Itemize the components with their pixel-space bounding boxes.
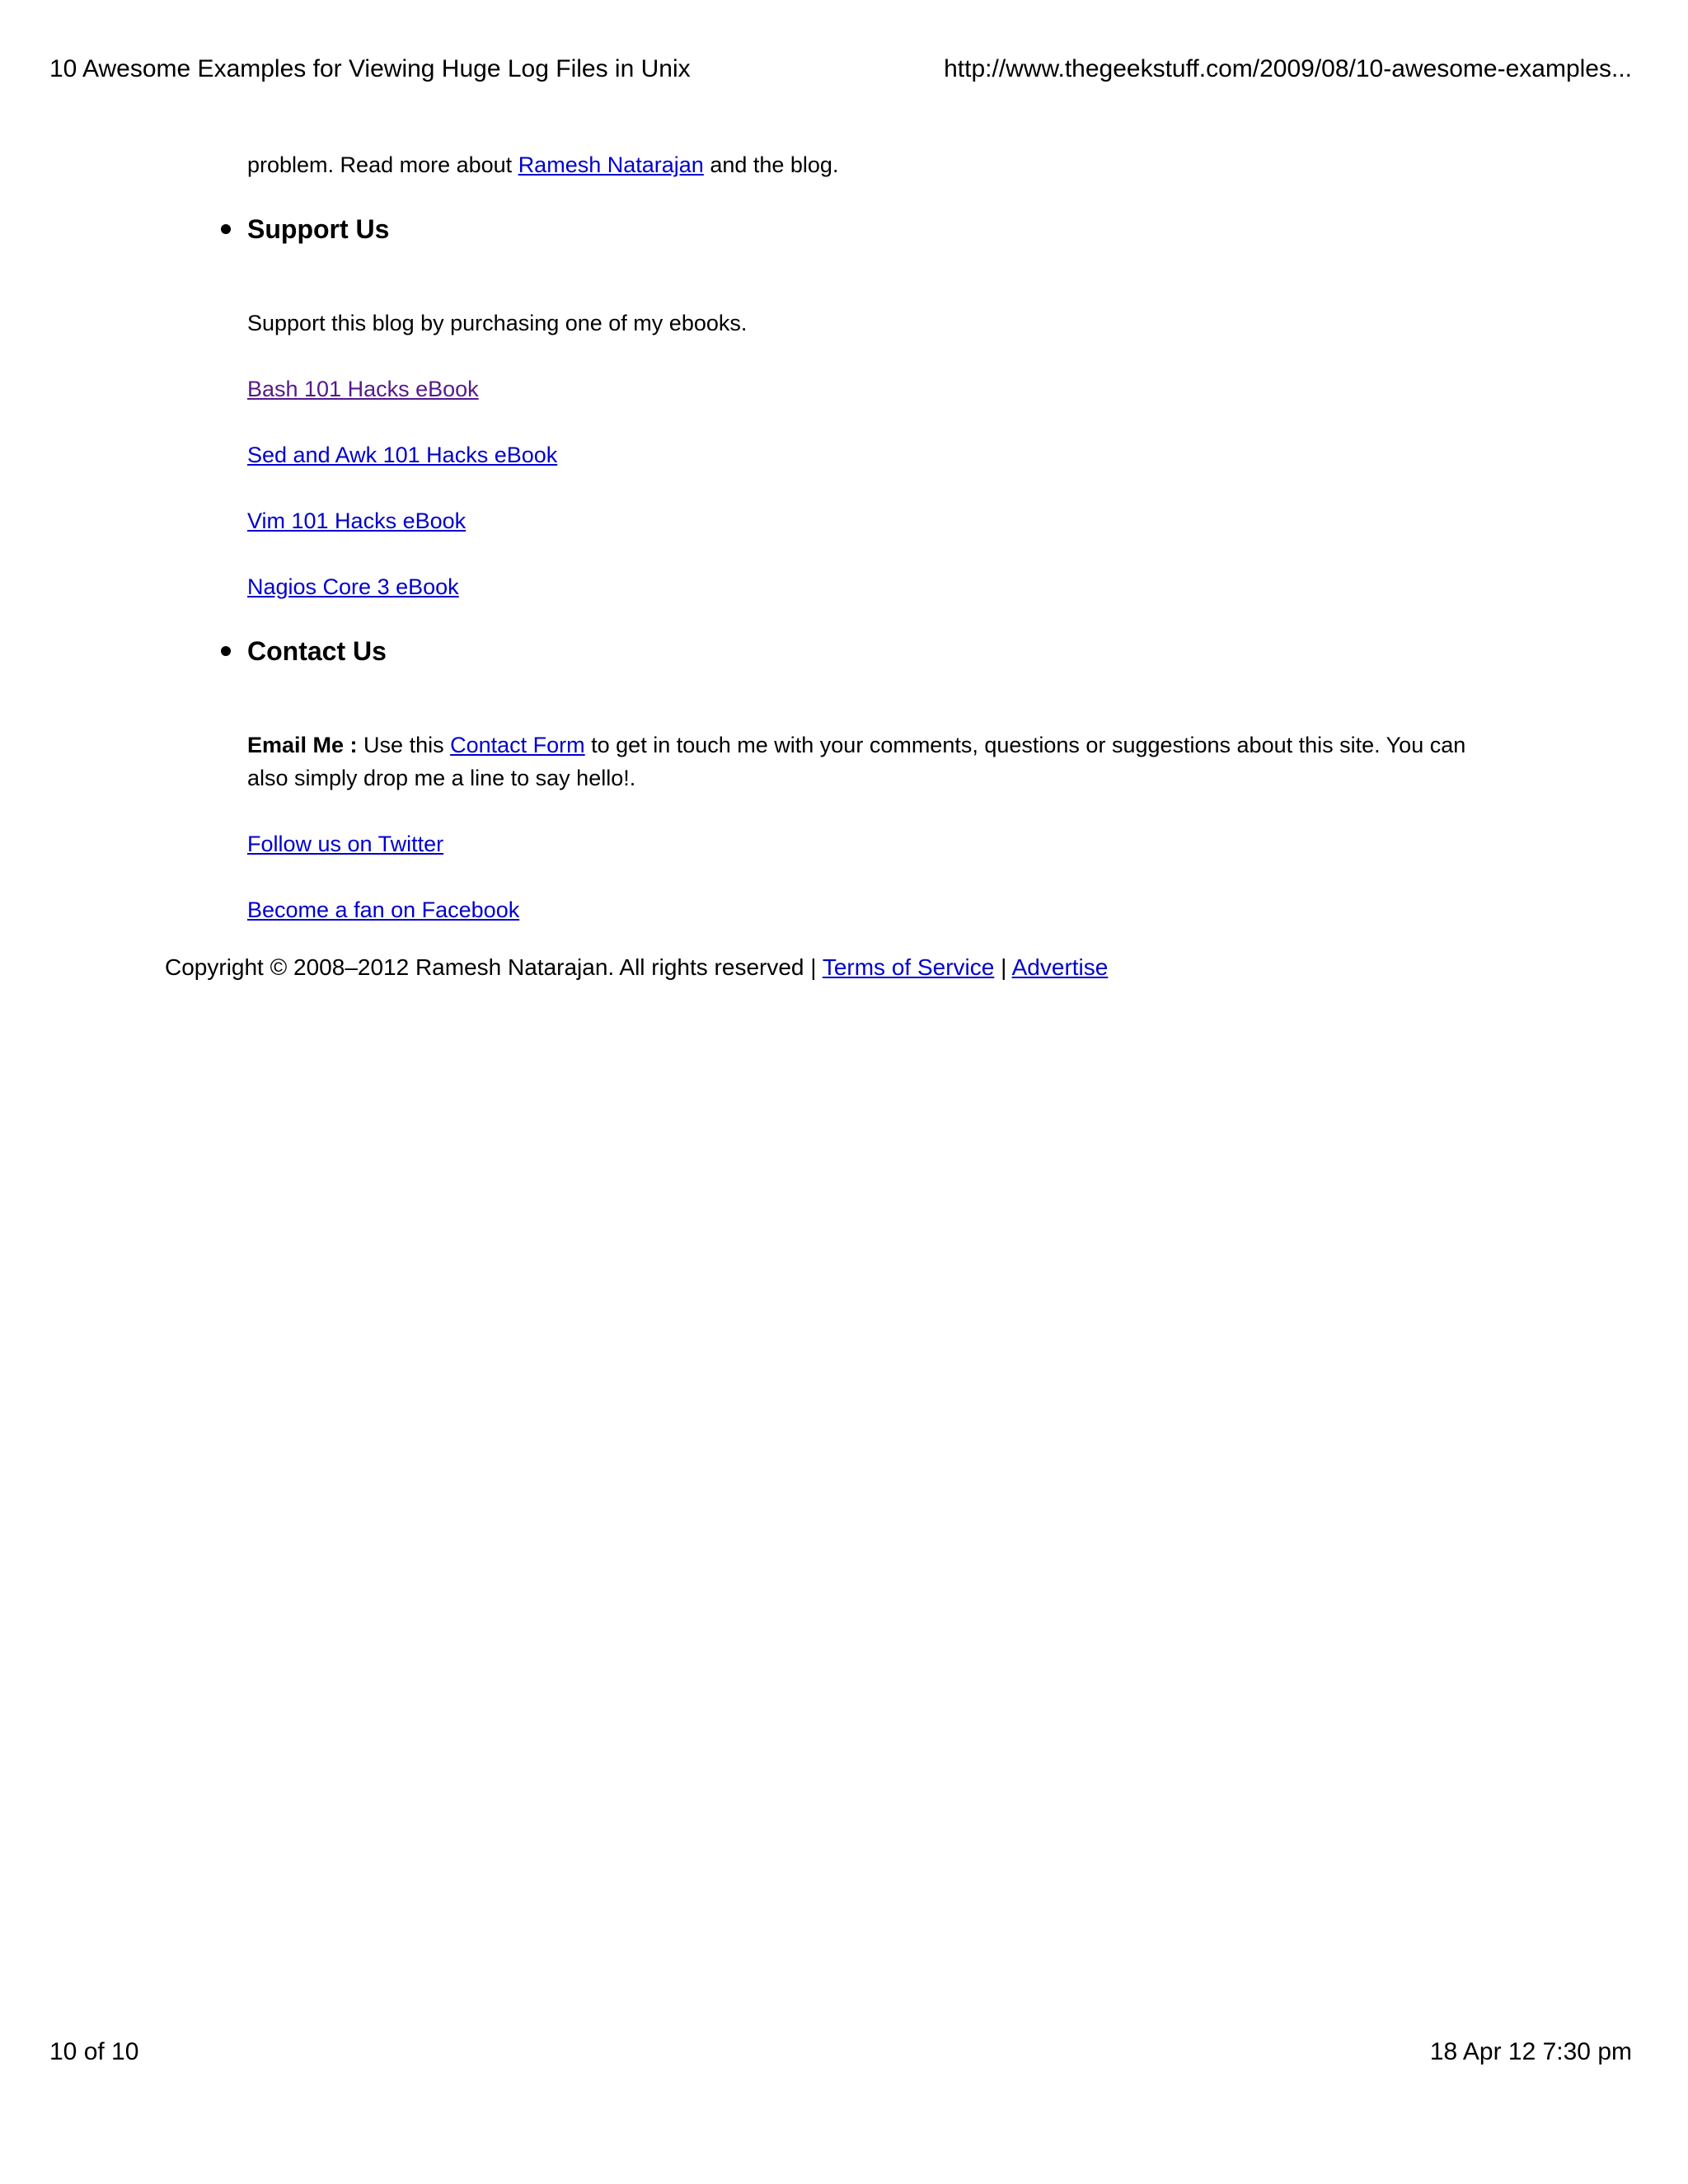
facebook-item [247, 893, 1508, 926]
twitter-link[interactable]: Follow us on Twitter [247, 832, 444, 856]
ebook-item [247, 570, 1508, 603]
sed-awk-ebook-link[interactable]: Sed and Awk 101 Hacks eBook [247, 443, 558, 467]
facebook-link[interactable]: Become a fan on Facebook [247, 898, 520, 922]
page-header [49, 51, 1632, 87]
email-label: Email Me : [247, 733, 358, 757]
twitter-item [247, 827, 1508, 860]
bullet-icon [221, 646, 231, 656]
page-footer [49, 2034, 1632, 2070]
contact-heading: Contact Us [247, 633, 1508, 669]
copyright: Copyright © 2008–2012 Ramesh Natarajan. All rights reserved | Terms of Service | Advertise [165, 954, 1109, 980]
ebook-item [247, 438, 1508, 471]
bash-ebook-link[interactable]: Bash 101 Hacks eBook [247, 377, 479, 401]
contact-form-link[interactable]: Contact Form [450, 733, 585, 757]
about-paragraph: problem. Read more about Ramesh Natarajan and the blog. [247, 152, 839, 177]
page-content [0, 148, 1688, 984]
bullet-icon [221, 224, 231, 234]
terms-link[interactable]: Terms of Service [822, 954, 995, 980]
author-link[interactable]: Ramesh Natarajan [518, 152, 704, 177]
advertise-link[interactable]: Advertise [1011, 954, 1109, 980]
page-title: 10 Awesome Examples for Viewing Huge Log Files in Unix [49, 55, 691, 82]
page-url: http://www.thegeekstuff.com/2009/08/10-awesome-examples... [944, 55, 1632, 82]
print-datetime: 18 Apr 12 7:30 pm [1429, 2038, 1632, 2065]
nagios-ebook-link[interactable]: Nagios Core 3 eBook [247, 574, 459, 599]
ebook-item [247, 373, 1508, 405]
ebook-item [247, 504, 1508, 537]
vim-ebook-link[interactable]: Vim 101 Hacks eBook [247, 509, 467, 533]
page-number: 10 of 10 [49, 2038, 139, 2065]
contact-paragraph: Email Me : Use this Contact Form to get in touch me with your comments, questions or suggestions about this site. You can also simply drop me a line to say hello!. [247, 733, 1466, 790]
support-heading: Support Us [247, 211, 1508, 247]
support-intro: Support this blog by purchasing one of my ebooks. [247, 311, 748, 335]
